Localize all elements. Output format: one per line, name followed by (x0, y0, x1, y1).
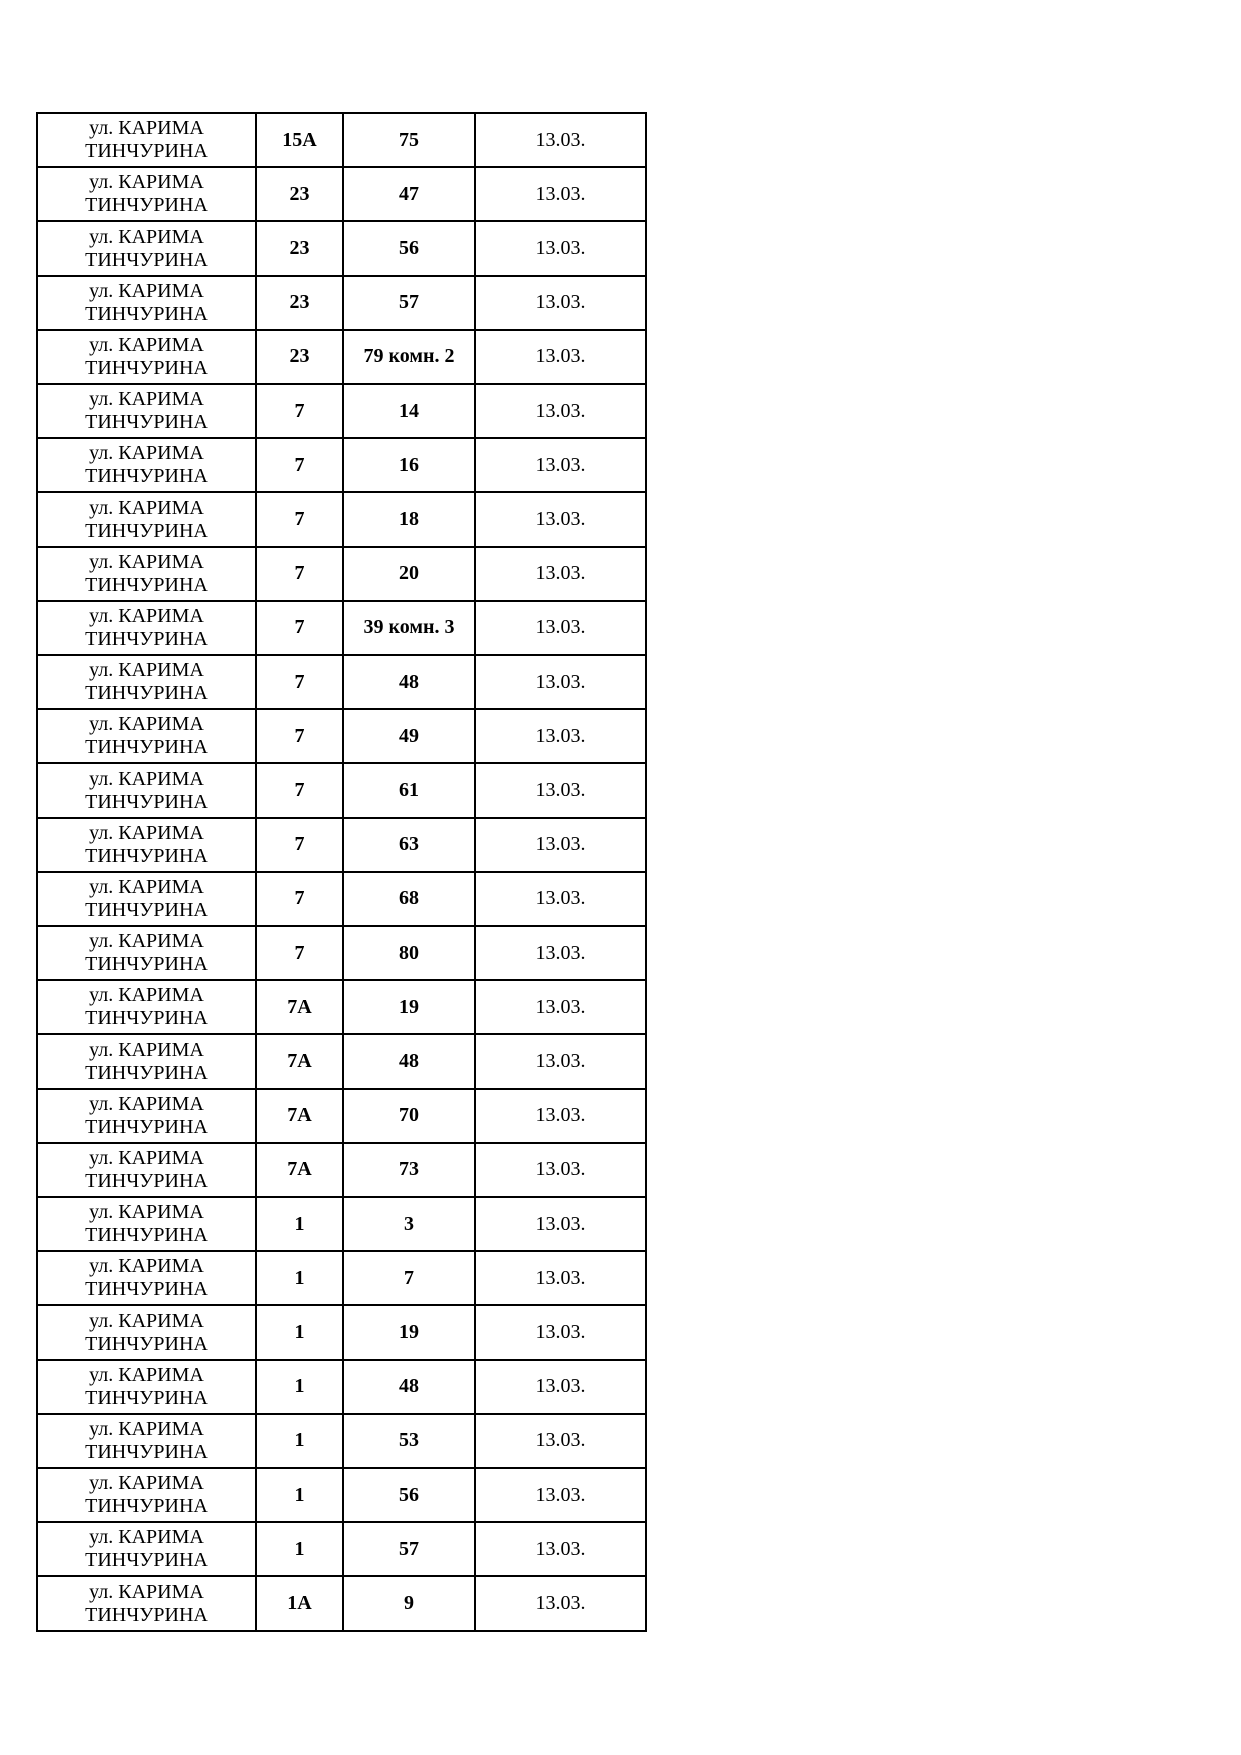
apartment-number-cell: 68 (343, 872, 475, 926)
house-number-cell: 7 (256, 384, 343, 438)
address-table (36, 112, 647, 1632)
date-cell: 13.03. (475, 221, 646, 275)
apartment-number-cell: 47 (343, 167, 475, 221)
table-row (37, 655, 646, 709)
apartment-number-cell: 20 (343, 547, 475, 601)
table-row (37, 1360, 646, 1414)
date-cell: 13.03. (475, 1522, 646, 1576)
street-name-cell: ул. КАРИМА ТИНЧУРИНА (37, 1360, 256, 1414)
apartment-number-cell: 48 (343, 1360, 475, 1414)
street-name-cell: ул. КАРИМА ТИНЧУРИНА (37, 438, 256, 492)
apartment-number-cell: 18 (343, 492, 475, 546)
table-row (37, 384, 646, 438)
table-row (37, 1468, 646, 1522)
table-row (37, 872, 646, 926)
apartment-number-cell: 48 (343, 655, 475, 709)
street-name-cell: ул. КАРИМА ТИНЧУРИНА (37, 1197, 256, 1251)
table-row (37, 763, 646, 817)
table-row (37, 438, 646, 492)
table-row (37, 1197, 646, 1251)
table-row (37, 1251, 646, 1305)
date-cell: 13.03. (475, 1197, 646, 1251)
date-cell: 13.03. (475, 1468, 646, 1522)
street-name-cell: ул. КАРИМА ТИНЧУРИНА (37, 1143, 256, 1197)
house-number-cell: 1 (256, 1360, 343, 1414)
street-name-cell: ул. КАРИМА ТИНЧУРИНА (37, 980, 256, 1034)
date-cell: 13.03. (475, 818, 646, 872)
house-number-cell: 7 (256, 872, 343, 926)
street-name-cell: ул. КАРИМА ТИНЧУРИНА (37, 167, 256, 221)
date-cell: 13.03. (475, 330, 646, 384)
street-name-cell: ул. КАРИМА ТИНЧУРИНА (37, 547, 256, 601)
street-name-cell: ул. КАРИМА ТИНЧУРИНА (37, 1522, 256, 1576)
house-number-cell: 23 (256, 276, 343, 330)
table-row (37, 926, 646, 980)
street-name-cell: ул. КАРИМА ТИНЧУРИНА (37, 1414, 256, 1468)
house-number-cell: 15А (256, 113, 343, 167)
table-row (37, 330, 646, 384)
date-cell: 13.03. (475, 1576, 646, 1631)
street-name-cell: ул. КАРИМА ТИНЧУРИНА (37, 763, 256, 817)
house-number-cell: 7 (256, 601, 343, 655)
date-cell: 13.03. (475, 438, 646, 492)
house-number-cell: 1А (256, 1576, 343, 1631)
street-name-cell: ул. КАРИМА ТИНЧУРИНА (37, 1251, 256, 1305)
street-name-cell: ул. КАРИМА ТИНЧУРИНА (37, 872, 256, 926)
house-number-cell: 23 (256, 330, 343, 384)
table-row (37, 547, 646, 601)
apartment-number-cell: 7 (343, 1251, 475, 1305)
table-row (37, 709, 646, 763)
apartment-number-cell: 19 (343, 980, 475, 1034)
house-number-cell: 7А (256, 1034, 343, 1088)
house-number-cell: 23 (256, 167, 343, 221)
apartment-number-cell: 56 (343, 1468, 475, 1522)
house-number-cell: 1 (256, 1522, 343, 1576)
house-number-cell: 1 (256, 1251, 343, 1305)
date-cell: 13.03. (475, 1251, 646, 1305)
apartment-number-cell: 3 (343, 1197, 475, 1251)
apartment-number-cell: 16 (343, 438, 475, 492)
date-cell: 13.03. (475, 655, 646, 709)
house-number-cell: 7 (256, 547, 343, 601)
apartment-number-cell: 61 (343, 763, 475, 817)
date-cell: 13.03. (475, 1089, 646, 1143)
table-row (37, 1089, 646, 1143)
date-cell: 13.03. (475, 1143, 646, 1197)
apartment-number-cell: 73 (343, 1143, 475, 1197)
table-row (37, 1305, 646, 1359)
house-number-cell: 7 (256, 655, 343, 709)
street-name-cell: ул. КАРИМА ТИНЧУРИНА (37, 1034, 256, 1088)
date-cell: 13.03. (475, 547, 646, 601)
date-cell: 13.03. (475, 1360, 646, 1414)
date-cell: 13.03. (475, 113, 646, 167)
table-row (37, 492, 646, 546)
table-row (37, 1143, 646, 1197)
date-cell: 13.03. (475, 980, 646, 1034)
street-name-cell: ул. КАРИМА ТИНЧУРИНА (37, 818, 256, 872)
table-row (37, 601, 646, 655)
date-cell: 13.03. (475, 1305, 646, 1359)
street-name-cell: ул. КАРИМА ТИНЧУРИНА (37, 330, 256, 384)
house-number-cell: 1 (256, 1468, 343, 1522)
street-name-cell: ул. КАРИМА ТИНЧУРИНА (37, 1576, 256, 1631)
apartment-number-cell: 48 (343, 1034, 475, 1088)
house-number-cell: 7 (256, 926, 343, 980)
house-number-cell: 1 (256, 1305, 343, 1359)
table-row (37, 1414, 646, 1468)
apartment-number-cell: 14 (343, 384, 475, 438)
date-cell: 13.03. (475, 601, 646, 655)
table-row (37, 1522, 646, 1576)
house-number-cell: 7А (256, 1143, 343, 1197)
apartment-number-cell: 79 комн. 2 (343, 330, 475, 384)
table-row (37, 980, 646, 1034)
apartment-number-cell: 49 (343, 709, 475, 763)
table-row (37, 113, 646, 167)
house-number-cell: 1 (256, 1414, 343, 1468)
table-row (37, 167, 646, 221)
date-cell: 13.03. (475, 276, 646, 330)
date-cell: 13.03. (475, 872, 646, 926)
street-name-cell: ул. КАРИМА ТИНЧУРИНА (37, 276, 256, 330)
house-number-cell: 23 (256, 221, 343, 275)
table-row (37, 1576, 646, 1631)
apartment-number-cell: 80 (343, 926, 475, 980)
house-number-cell: 7 (256, 709, 343, 763)
apartment-number-cell: 56 (343, 221, 475, 275)
street-name-cell: ул. КАРИМА ТИНЧУРИНА (37, 1305, 256, 1359)
street-name-cell: ул. КАРИМА ТИНЧУРИНА (37, 384, 256, 438)
street-name-cell: ул. КАРИМА ТИНЧУРИНА (37, 113, 256, 167)
street-name-cell: ул. КАРИМА ТИНЧУРИНА (37, 926, 256, 980)
apartment-number-cell: 75 (343, 113, 475, 167)
apartment-number-cell: 57 (343, 1522, 475, 1576)
date-cell: 13.03. (475, 1034, 646, 1088)
date-cell: 13.03. (475, 709, 646, 763)
street-name-cell: ул. КАРИМА ТИНЧУРИНА (37, 655, 256, 709)
apartment-number-cell: 53 (343, 1414, 475, 1468)
house-number-cell: 7 (256, 763, 343, 817)
house-number-cell: 7А (256, 1089, 343, 1143)
date-cell: 13.03. (475, 167, 646, 221)
house-number-cell: 7 (256, 492, 343, 546)
address-table-body (37, 113, 646, 1631)
apartment-number-cell: 19 (343, 1305, 475, 1359)
table-row (37, 1034, 646, 1088)
house-number-cell: 7 (256, 438, 343, 492)
date-cell: 13.03. (475, 492, 646, 546)
table-row (37, 818, 646, 872)
street-name-cell: ул. КАРИМА ТИНЧУРИНА (37, 1468, 256, 1522)
table-row (37, 221, 646, 275)
house-number-cell: 1 (256, 1197, 343, 1251)
date-cell: 13.03. (475, 763, 646, 817)
apartment-number-cell: 57 (343, 276, 475, 330)
apartment-number-cell: 9 (343, 1576, 475, 1631)
apartment-number-cell: 70 (343, 1089, 475, 1143)
street-name-cell: ул. КАРИМА ТИНЧУРИНА (37, 492, 256, 546)
table-row (37, 276, 646, 330)
apartment-number-cell: 63 (343, 818, 475, 872)
street-name-cell: ул. КАРИМА ТИНЧУРИНА (37, 601, 256, 655)
street-name-cell: ул. КАРИМА ТИНЧУРИНА (37, 1089, 256, 1143)
street-name-cell: ул. КАРИМА ТИНЧУРИНА (37, 709, 256, 763)
house-number-cell: 7 (256, 818, 343, 872)
house-number-cell: 7А (256, 980, 343, 1034)
date-cell: 13.03. (475, 1414, 646, 1468)
date-cell: 13.03. (475, 926, 646, 980)
date-cell: 13.03. (475, 384, 646, 438)
apartment-number-cell: 39 комн. 3 (343, 601, 475, 655)
street-name-cell: ул. КАРИМА ТИНЧУРИНА (37, 221, 256, 275)
